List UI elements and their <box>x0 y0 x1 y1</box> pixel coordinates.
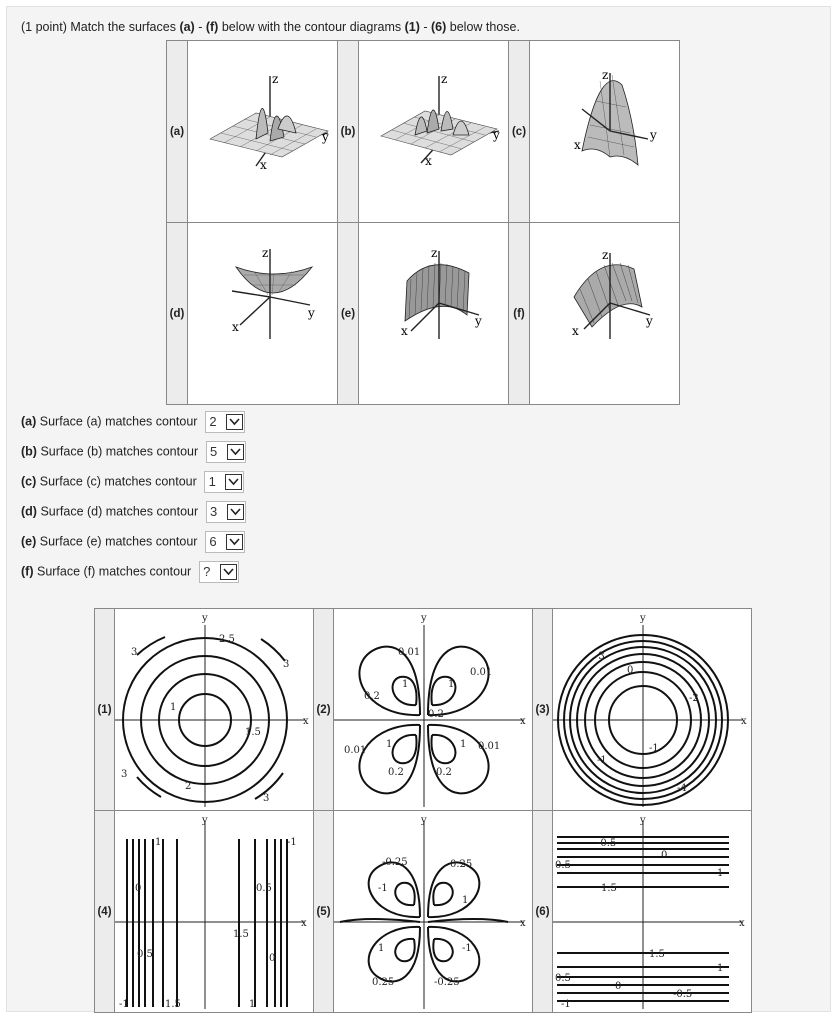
contour-level-label: 1.5 <box>245 727 261 738</box>
contour-level-label: 1.5 <box>601 883 617 894</box>
axis-x-label: x <box>232 320 239 334</box>
surface-label-d: (d) <box>167 223 188 405</box>
chevron-down-icon <box>226 414 243 430</box>
contour-level-label: 0.5 <box>555 973 571 984</box>
contour-level-label: 1 <box>460 739 467 750</box>
match-row-c: (c) Surface (c) matches contour 1 <box>21 471 244 491</box>
surface-a <box>188 41 338 223</box>
axis-y-label: y <box>202 815 208 826</box>
contour-level-label: 0 <box>269 953 276 964</box>
contour-level-label: -1 <box>287 837 297 848</box>
axis-y-label: y <box>421 613 427 624</box>
contours-table <box>94 608 752 1013</box>
contour-4 <box>115 811 314 1013</box>
contour-level-label: 0 <box>627 665 634 676</box>
contour-level-label: -0.5 <box>673 989 693 1000</box>
axis-x-label: x <box>425 154 432 168</box>
axis-x-label: x <box>303 716 309 727</box>
contour-level-label: 3 <box>263 793 270 804</box>
contour-level-label: 1 <box>448 679 455 690</box>
contour-level-label: 1 <box>155 837 162 848</box>
contour-level-label: 1.5 <box>233 929 249 940</box>
contour-5 <box>334 811 533 1013</box>
contour-level-label: -1 <box>378 883 388 894</box>
axis-y-label: y <box>308 306 315 320</box>
surfaces-table <box>166 40 680 405</box>
contour-label-1: (1) <box>95 609 115 811</box>
contour-level-label: 0.5 <box>256 883 272 894</box>
axis-x-label: x <box>574 138 581 152</box>
axis-x-label: x <box>301 918 307 929</box>
contour-level-label: 3 <box>283 659 290 670</box>
surface-label-a: (a) <box>167 41 188 223</box>
axis-y-label: y <box>650 128 657 142</box>
axis-y-label: y <box>202 613 208 624</box>
match-select-c[interactable]: 1 <box>204 471 244 493</box>
axis-x-label: x <box>520 918 526 929</box>
contour-level-label: -1 <box>649 743 659 754</box>
contour-6 <box>553 811 752 1013</box>
contour-level-label: 0.01 <box>398 647 421 658</box>
contour-level-label: -2 <box>689 693 699 704</box>
contour-level-label: 0.01 <box>478 741 501 752</box>
axis-x-label: x <box>572 324 579 338</box>
contour-level-label: 1.5 <box>165 999 181 1009</box>
axis-y-label: y <box>475 314 482 328</box>
contour-1 <box>115 609 314 811</box>
match-select-a[interactable]: 2 <box>205 411 245 433</box>
contour-level-label: 1.5 <box>649 949 665 960</box>
axis-z-label: z <box>262 246 269 260</box>
chevron-down-icon <box>227 504 244 520</box>
axis-z-label: z <box>272 72 279 86</box>
match-row-f: (f) Surface (f) matches contour ? <box>21 561 239 581</box>
contour-level-label: 0 <box>661 850 668 861</box>
contour-level-label: 0 <box>615 981 622 992</box>
surface-d <box>188 223 338 405</box>
axis-y-label: y <box>640 613 646 624</box>
axis-x-label: x <box>741 716 747 727</box>
contour-level-label: 3 <box>121 769 128 780</box>
contour-level-label: 0.2 <box>388 767 404 778</box>
surface-f <box>530 223 680 405</box>
contour-level-label: 1 <box>462 895 469 906</box>
surface-label-b: (b) <box>338 41 359 223</box>
axis-x-label: x <box>520 716 526 727</box>
surface-b <box>359 41 509 223</box>
contour-level-label: 0.2 <box>428 709 444 720</box>
contour-level-label: -1 <box>119 999 129 1009</box>
contour-level-label: 0.01 <box>470 667 493 678</box>
match-row-e: (e) Surface (e) matches contour 6 <box>21 531 245 551</box>
surface-label-e: (e) <box>338 223 359 405</box>
contour-level-label: 1 <box>249 999 256 1009</box>
contour-label-4: (4) <box>95 811 115 1013</box>
contour-level-label: 0.01 <box>344 745 367 756</box>
contour-level-label: 2 <box>185 781 192 792</box>
contour-level-label: -0.5 <box>597 838 617 849</box>
contour-level-label: 1 <box>402 679 409 690</box>
contour-level-label: 1 <box>378 943 385 954</box>
axis-y-label: y <box>421 815 427 826</box>
contour-level-label: 1 <box>717 868 724 879</box>
contour-level-label: 1 <box>170 702 177 713</box>
contour-level-label: -0.25 <box>434 977 460 988</box>
match-select-b[interactable]: 5 <box>206 441 246 463</box>
axis-z-label: z <box>431 246 438 260</box>
axis-y-label: y <box>646 314 653 328</box>
contour-3 <box>553 609 752 811</box>
contour-level-label: -4 <box>677 783 687 794</box>
axis-z-label: z <box>602 248 609 262</box>
match-row-d: (d) Surface (d) matches contour 3 <box>21 501 246 521</box>
axis-y-label: y <box>640 815 646 826</box>
chevron-down-icon <box>220 564 237 580</box>
contour-level-label: 3 <box>131 647 138 658</box>
axis-x-label: x <box>739 918 745 929</box>
contour-level-label: 1 <box>717 963 724 974</box>
contour-level-label: -1 <box>597 755 607 766</box>
contour-label-6: (6) <box>533 811 553 1013</box>
contour-level-label: -1 <box>561 999 571 1009</box>
axis-y-label: y <box>322 130 329 144</box>
contour-level-label: 0.2 <box>364 691 380 702</box>
contour-2 <box>334 609 533 811</box>
axis-z-label: z <box>602 68 609 82</box>
contour-level-label: 0.2 <box>436 767 452 778</box>
match-select-d[interactable]: 3 <box>206 501 246 523</box>
surface-e <box>359 223 509 405</box>
contour-level-label: 2.5 <box>219 634 235 645</box>
contour-level-label: -1 <box>462 943 472 954</box>
axis-y-label: y <box>493 128 500 142</box>
match-row-a: (a) Surface (a) matches contour 2 <box>21 411 245 431</box>
contour-level-label: -3 <box>595 651 605 662</box>
contour-level-label: 0.5 <box>555 860 571 871</box>
contour-level-label: 0 <box>135 883 142 894</box>
contour-level-label: 0.5 <box>137 949 153 960</box>
surface-label-f: (f) <box>509 223 530 405</box>
surface-c <box>530 41 680 223</box>
contour-label-5: (5) <box>314 811 334 1013</box>
contour-level-label: 0.25 <box>372 977 395 988</box>
question-text: (1 point) Match the surfaces (a) - (f) below with the contour diagrams (1) - (6) below those. <box>21 20 520 34</box>
match-select-e[interactable]: 6 <box>205 531 245 553</box>
contour-level-label: -0.25 <box>382 857 408 868</box>
chevron-down-icon <box>225 474 242 490</box>
contour-label-2: (2) <box>314 609 334 811</box>
problem-panel <box>6 6 831 1012</box>
surface-label-c: (c) <box>509 41 530 223</box>
axis-x-label: x <box>401 324 408 338</box>
match-select-f[interactable]: ? <box>199 561 239 583</box>
axis-x-label: x <box>260 158 267 172</box>
chevron-down-icon <box>227 444 244 460</box>
match-row-b: (b) Surface (b) matches contour 5 <box>21 441 246 461</box>
chevron-down-icon <box>226 534 243 550</box>
contour-level-label: 1 <box>386 739 393 750</box>
contour-label-3: (3) <box>533 609 553 811</box>
axis-z-label: z <box>441 72 448 86</box>
contour-level-label: 0.25 <box>450 859 473 870</box>
